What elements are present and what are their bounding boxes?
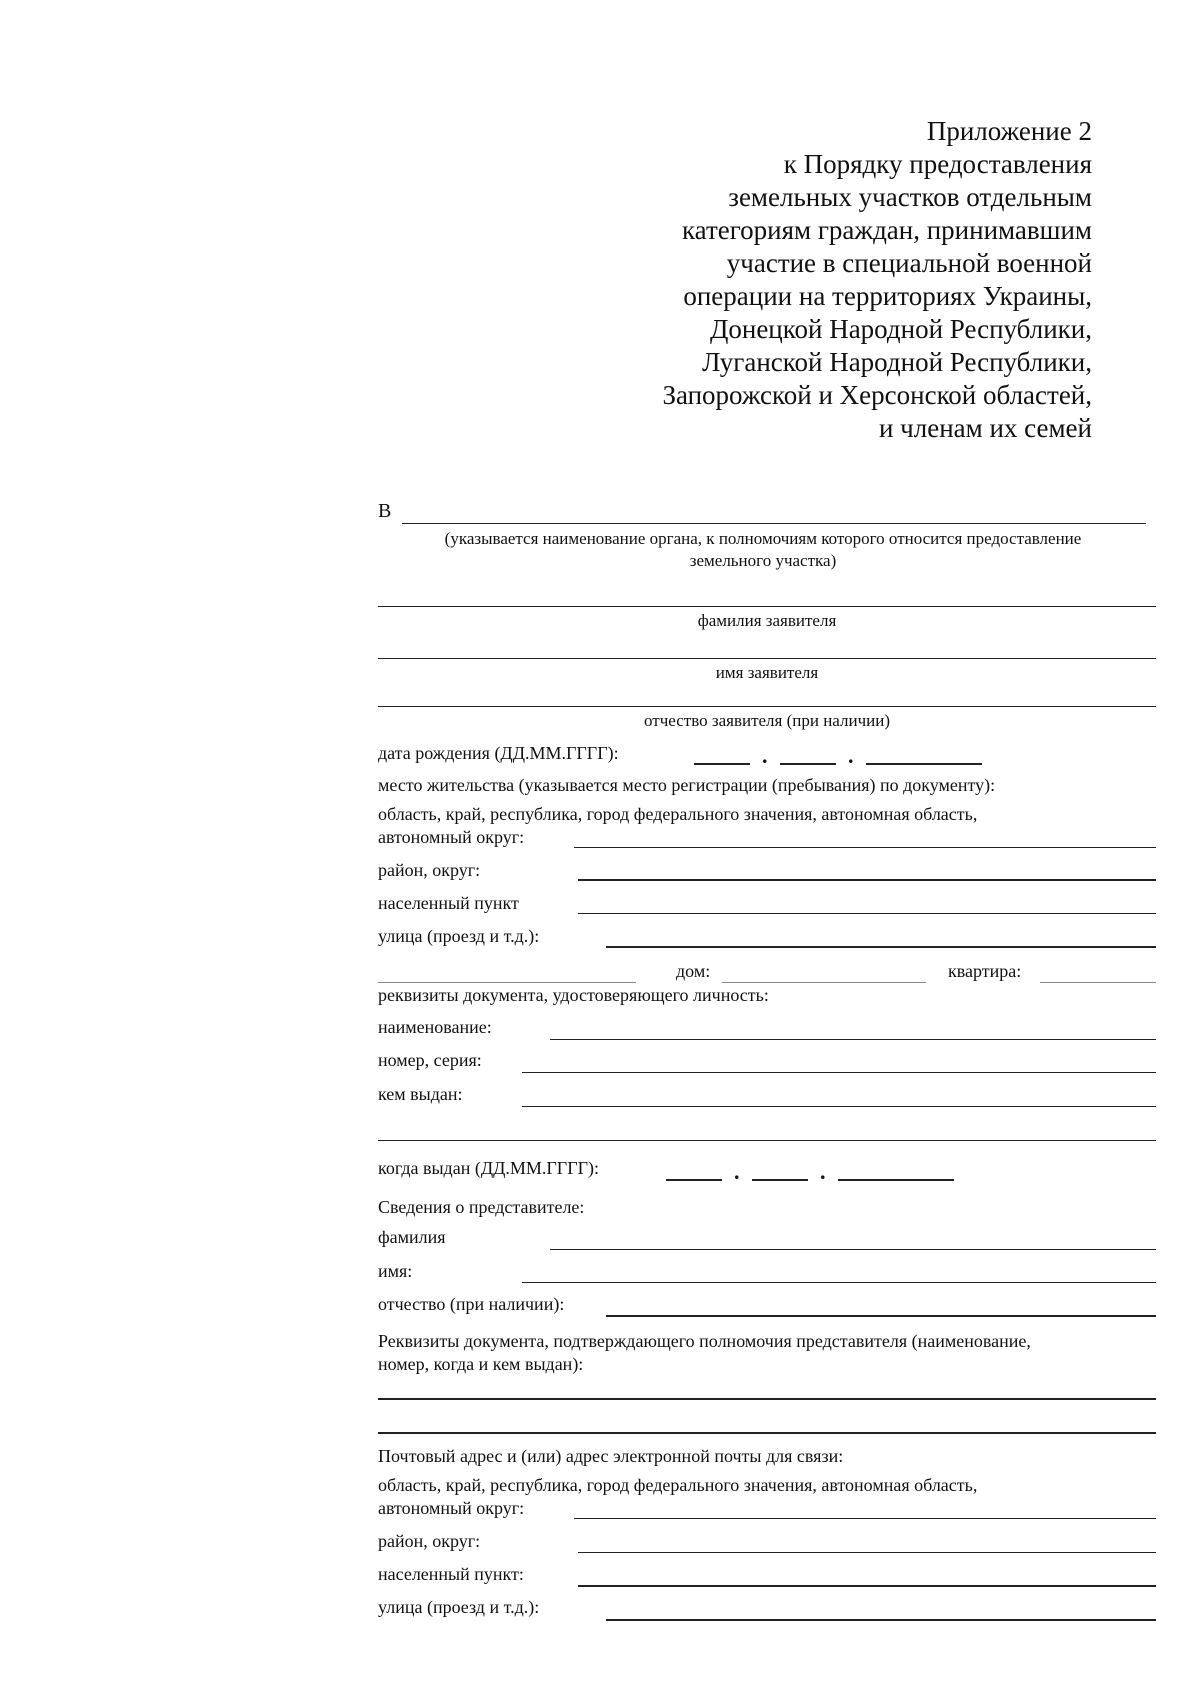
surname-field[interactable] [378,606,1156,607]
rep-doc-label-line2: номер, когда и кем выдан): [378,1354,584,1374]
name-field[interactable] [378,658,1156,659]
rep-doc-label-line1: Реквизиты документа, подтверждающего полномочия представителя (наименование, [378,1331,1031,1351]
issued-month-field[interactable] [752,1179,808,1181]
date-separator: . [820,1159,826,1184]
heading-line: Луганской Народной Республики, [702,347,1092,377]
heading-line: категориям граждан, принимавшим [681,215,1092,245]
date-separator: . [734,1159,740,1184]
doc-number-field[interactable] [522,1072,1156,1073]
organ-hint-line1: (указывается наименование органа, к полномочиям которого относится предоставление [444,529,1082,548]
date-separator: . [848,743,854,768]
doc-name-field[interactable] [550,1039,1156,1040]
postal-region-line1: область, край, республика, город федерального значения, автономная область, [378,1475,978,1495]
heading-line: к Порядку предоставления [783,149,1092,179]
region-label-line1: область, край, республика, город федерального значения, автономная область, [378,804,978,824]
heading-line: Донецкой Народной Республики, [709,314,1092,344]
date-separator: . [762,743,768,768]
doc-number-label: номер, серия: [378,1050,482,1070]
rep-name-label: имя: [378,1261,413,1281]
rep-patronymic-field[interactable] [606,1315,1156,1317]
postal-region-line2: автономный округ: [378,1498,525,1518]
issued-by-label: кем выдан: [378,1084,463,1104]
issued-by-field-continued[interactable] [378,1140,1156,1141]
house-label: дом: [676,961,711,981]
issued-year-field[interactable] [838,1179,954,1181]
apartment-field[interactable] [1040,982,1156,983]
postal-district-label: район, округ: [378,1531,481,1551]
birth-year-field[interactable] [866,763,982,765]
issued-date-label: когда выдан (ДД.ММ.ГГГГ): [378,1158,600,1178]
district-label: район, округ: [378,860,481,880]
id-doc-label: реквизиты документа, удостоверяющего личность: [378,985,769,1005]
rep-patronymic-label: отчество (при наличии): [378,1294,565,1314]
street-label: улица (проезд и т.д.): [378,926,540,946]
birth-day-field[interactable] [694,763,750,765]
district-field[interactable] [578,879,1156,881]
postal-locality-field[interactable] [578,1585,1156,1587]
locality-label: населенный пункт [378,893,519,913]
house-field[interactable] [722,982,926,983]
postal-locality-label: населенный пункт: [378,1564,524,1584]
region-field[interactable] [574,847,1156,848]
organ-name-field[interactable] [402,523,1146,524]
rep-doc-field-continued[interactable] [378,1432,1156,1434]
rep-name-field[interactable] [522,1282,1156,1283]
issued-day-field[interactable] [666,1179,722,1181]
region-label-line2: автономный округ: [378,827,525,847]
organ-hint-line2: земельного участка) [689,551,837,570]
name-caption: имя заявителя [715,663,819,682]
locality-field[interactable] [578,913,1156,914]
postal-district-field[interactable] [578,1552,1156,1553]
postal-street-label: улица (проезд и т.д.): [378,1597,540,1617]
issued-by-field[interactable] [522,1106,1156,1107]
patronymic-field[interactable] [378,706,1156,707]
heading-line: Приложение 2 [926,116,1092,146]
postal-label: Почтовый адрес и (или) адрес электронной почты для связи: [378,1446,844,1466]
residence-label: место жительства (указывается место регистрации (пребывания) по документу): [378,775,996,795]
doc-name-label: наименование: [378,1017,492,1037]
heading-line: и членам их семей [878,413,1092,443]
street-field[interactable] [606,946,1156,948]
surname-caption: фамилия заявителя [697,611,837,630]
postal-street-field[interactable] [606,1619,1156,1621]
address-extra-field[interactable] [378,982,636,983]
birth-date-label: дата рождения (ДД.ММ.ГГГГ): [378,743,619,763]
patronymic-caption: отчество заявителя (при наличии) [644,711,890,730]
heading-line: участие в специальной военной [726,248,1092,278]
rep-header: Сведения о представителе: [378,1197,585,1217]
rep-surname-label: фамилия [378,1227,446,1247]
birth-month-field[interactable] [780,763,836,765]
heading-line: земельных участков отдельным [728,182,1092,212]
to-prefix: В [378,500,392,522]
heading-line: операции на территориях Украины, [683,281,1092,311]
postal-region-field[interactable] [574,1518,1156,1519]
rep-doc-field[interactable] [378,1398,1156,1400]
heading-line: Запорожской и Херсонской областей, [662,380,1092,410]
rep-surname-field[interactable] [550,1249,1156,1250]
apartment-label: квартира: [948,961,1022,981]
